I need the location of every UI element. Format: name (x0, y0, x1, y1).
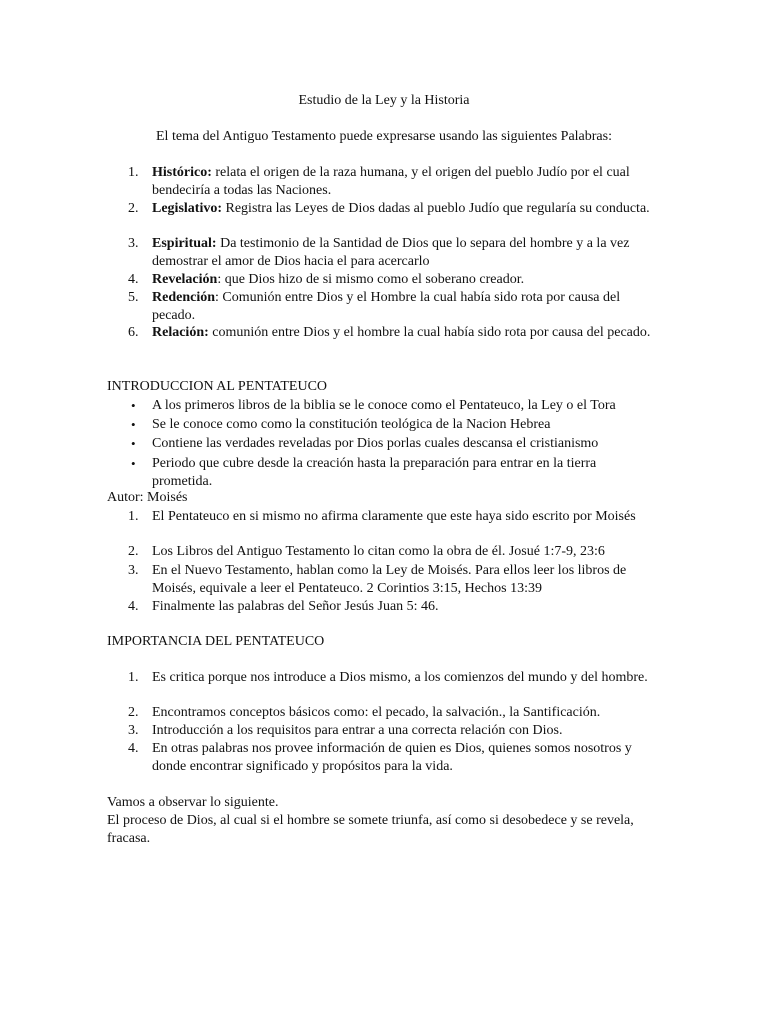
term-description: Da testimonio de la Santidad de Dios que lo separa del hombre y a la vez demostrar el amor de Dios hacia el para acercarlo (152, 236, 630, 269)
list-number: 3. (128, 236, 139, 251)
term-label: Espiritual: (152, 236, 217, 251)
term-label: Histórico: (152, 165, 212, 180)
bullet-icon: • (131, 436, 136, 451)
list-text: En otras palabras nos provee información de quien es Dios, quienes somos nosotros y donde encontrar significado y propósitos para la vida. (152, 741, 632, 774)
list-text: Finalmente las palabras del Señor Jesús Juan 5: 46. (152, 599, 439, 614)
list-number: 6. (128, 325, 139, 340)
list-text: Los Libros del Antiguo Testamento lo citan como la obra de él. Josué 1:7-9, 23:6 (152, 544, 605, 559)
term-description: : que Dios hizo de si mismo como el soberano creador. (217, 272, 525, 287)
bullet-text: Se le conoce como como la constitución teológica de la Nacion Hebrea (152, 417, 551, 432)
list-text: En el Nuevo Testamento, hablan como la Ley de Moisés. Para ellos leer los libros de Moisés, equivale a leer el Pentateuco. 2 Corintios 3:15, Hechos 13:39 (152, 563, 627, 596)
term-description: : Comunión entre Dios y el Hombre la cual había sido rota por causa del pecado. (152, 290, 621, 323)
list-number: 4. (128, 272, 139, 287)
list-number: 5. (128, 290, 139, 305)
list-number: 3. (128, 563, 139, 578)
closing-paragraph: El proceso de Dios, al cual si el hombre se somete triunfa, así como si desobedece y se revela, fracasa. (107, 813, 634, 846)
term-description: Registra las Leyes de Dios dadas al pueblo Judío que regularía su conducta. (222, 201, 650, 216)
bullet-icon: • (131, 417, 136, 432)
bullet-text: Contiene las verdades reveladas por Dios porlas cuales descansa el cristianismo (152, 436, 599, 451)
list-number: 4. (128, 599, 139, 614)
term-label: Relación: (152, 325, 209, 340)
bullet-icon: • (131, 456, 136, 471)
closing-line: Vamos a observar lo siguiente. (107, 795, 279, 810)
intro-paragraph: El tema del Antiguo Testamento puede expresarse usando las siguientes Palabras: (156, 129, 612, 144)
section-heading-importancia: IMPORTANCIA DEL PENTATEUCO (107, 634, 325, 649)
list-text: Introducción a los requisitos para entrar a una correcta relación con Dios. (152, 723, 563, 738)
bullet-text: A los primeros libros de la biblia se le conoce como el Pentateuco, la Ley o el Tora (152, 398, 616, 413)
list-text: Encontramos conceptos básicos como: el pecado, la salvación., la Santificación. (152, 705, 601, 720)
list-number: 2. (128, 705, 139, 720)
list-number: 4. (128, 741, 139, 756)
list-number: 1. (128, 509, 139, 524)
bullet-icon: • (131, 398, 136, 413)
term-description: comunión entre Dios y el hombre la cual había sido rota por causa del pecado. (208, 325, 651, 340)
term-label: Revelación (152, 272, 218, 287)
list-number: 2. (128, 201, 139, 216)
list-text: El Pentateuco en si mismo no afirma claramente que este haya sido escrito por Moisés (152, 509, 636, 524)
list-number: 3. (128, 723, 139, 738)
bullet-text: Periodo que cubre desde la creación hasta la preparación para entrar en la tierra prometida. (152, 456, 597, 489)
list-text: Es critica porque nos introduce a Dios mismo, a los comienzos del mundo y del hombre. (152, 670, 648, 685)
document-title: Estudio de la Ley y la Historia (298, 93, 470, 108)
term-description: relata el origen de la raza humana, y el origen del pueblo Judío por el cual bendeciría a todas las Naciones. (152, 165, 630, 198)
autor-label: Autor: Moisés (107, 490, 188, 505)
term-label: Redención (152, 290, 215, 305)
list-number: 2. (128, 544, 139, 559)
list-number: 1. (128, 165, 139, 180)
term-label: Legislativo: (152, 201, 222, 216)
list-number: 1. (128, 670, 139, 685)
section-heading-introduccion: INTRODUCCION AL PENTATEUCO (107, 379, 328, 394)
